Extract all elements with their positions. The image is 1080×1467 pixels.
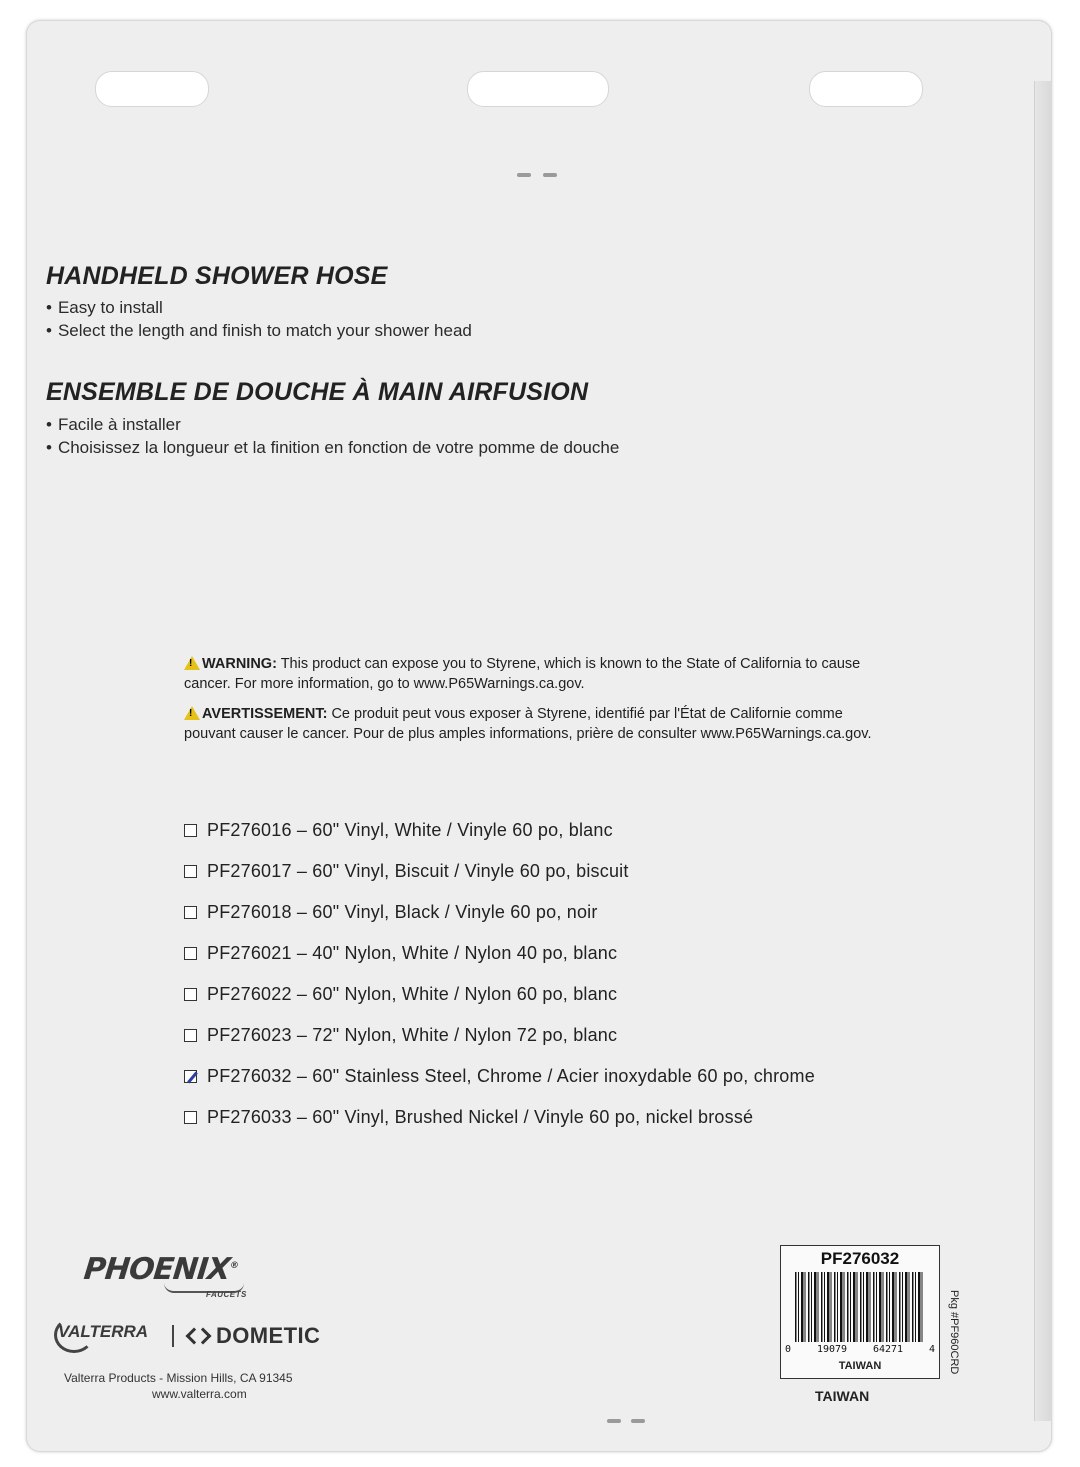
bullet-easy-install: • Easy to install [46, 296, 472, 319]
checkbox [184, 988, 197, 1001]
valterra-logo: VALTERRA [58, 1322, 149, 1341]
variant-label: PF276017 – 60" Vinyl, Biscuit / Vinyle 60 po, biscuit [207, 861, 629, 881]
country-of-origin: TAIWAN [815, 1388, 870, 1404]
variant-checklist [184, 810, 815, 1138]
warning-text: This product can expose you to Styrene, which is known to the State of California to cause cancer. For more information, go to www.P65Warnings.ca.gov. [184, 656, 861, 692]
warning-french [184, 704, 884, 744]
checkbox [184, 865, 197, 878]
bullets-french [46, 413, 619, 459]
staple-top-right [543, 173, 557, 177]
logo-divider [172, 1325, 174, 1347]
bullet-choisissez: • Choisissez la longueur et la finition en fonction de votre pomme de douche [46, 436, 619, 459]
checkbox [184, 947, 197, 960]
checkbox [184, 1029, 197, 1042]
bullets-english [46, 296, 472, 342]
barcode-digits: 0 19079 64271 4 [785, 1344, 935, 1355]
dometic-logo: DOMETIC [186, 1323, 320, 1349]
warning-english [184, 654, 884, 694]
variant-item [184, 892, 815, 933]
bullet-select-length: • Select the length and finish to match your shower head [46, 319, 472, 342]
label-country: TAIWAN [838, 1360, 882, 1372]
variant-label: PF276018 – 60" Vinyl, Black / Vinyle 60 po, noir [207, 902, 598, 922]
warning-triangle-icon [184, 656, 200, 670]
title-english: HANDHELD SHOWER HOSE [46, 262, 388, 290]
variant-label: PF276023 – 72" Nylon, White / Nylon 72 po, blanc [207, 1025, 618, 1045]
staple-top-left [517, 173, 531, 177]
bullet-facile-installer: • Facile à installer [46, 413, 619, 436]
checkbox [184, 906, 197, 919]
variant-item-selected [184, 1056, 815, 1097]
variant-item [184, 1015, 815, 1056]
barcode-icon [795, 1272, 925, 1342]
avertissement-label: AVERTISSEMENT: [202, 706, 328, 722]
package-code: Pkg #PF960CRD [948, 1290, 960, 1375]
variant-item [184, 851, 815, 892]
sku-label [780, 1245, 940, 1379]
checkbox [184, 1111, 197, 1124]
variant-item [184, 1097, 815, 1138]
checkbox [184, 824, 197, 837]
variant-item [184, 974, 815, 1015]
phoenix-logo: PHOENIX® [82, 1252, 239, 1287]
staple-bottom-right [631, 1419, 645, 1423]
hang-slot-center [467, 71, 609, 107]
dometic-chevron-icon [186, 1328, 210, 1344]
avertissement-text: Ce produit peut vous exposer à Styrene, identifié par l'État de Californie comme pouvant causer le cancer. Pour de plus amples informations, prière de consulter www.P65Warnings.ca.gov. [184, 706, 872, 742]
title-french: ENSEMBLE DE DOUCHE À MAIN AIRFUSION [46, 378, 589, 406]
website-link: www.valterra.com [152, 1387, 247, 1401]
variant-label: PF276033 – 60" Vinyl, Brushed Nickel / Vinyle 60 po, nickel brossé [207, 1107, 754, 1127]
hang-slot-right [809, 71, 923, 107]
warning-triangle-icon [184, 706, 200, 720]
variant-label: PF276016 – 60" Vinyl, White / Vinyle 60 po, blanc [207, 820, 613, 840]
company-address [64, 1370, 293, 1402]
staple-bottom-left [607, 1419, 621, 1423]
hang-slot-left [95, 71, 209, 107]
variant-label: PF276032 – 60" Stainless Steel, Chrome / Acier inoxydable 60 po, chrome [207, 1066, 815, 1086]
card-right-edge [1034, 81, 1051, 1421]
variant-item [184, 810, 815, 851]
checkbox-checked [184, 1070, 197, 1083]
label-sku: PF276032 [820, 1249, 900, 1268]
address-line: Valterra Products - Mission Hills, CA 91345 [64, 1371, 293, 1385]
variant-label: PF276022 – 60" Nylon, White / Nylon 60 po, blanc [207, 984, 618, 1004]
variant-label: PF276021 – 40" Nylon, White / Nylon 40 po, blanc [207, 943, 618, 963]
warning-label: WARNING: [202, 656, 277, 672]
phoenix-faucets-text: FAUCETS [206, 1290, 247, 1299]
variant-item [184, 933, 815, 974]
